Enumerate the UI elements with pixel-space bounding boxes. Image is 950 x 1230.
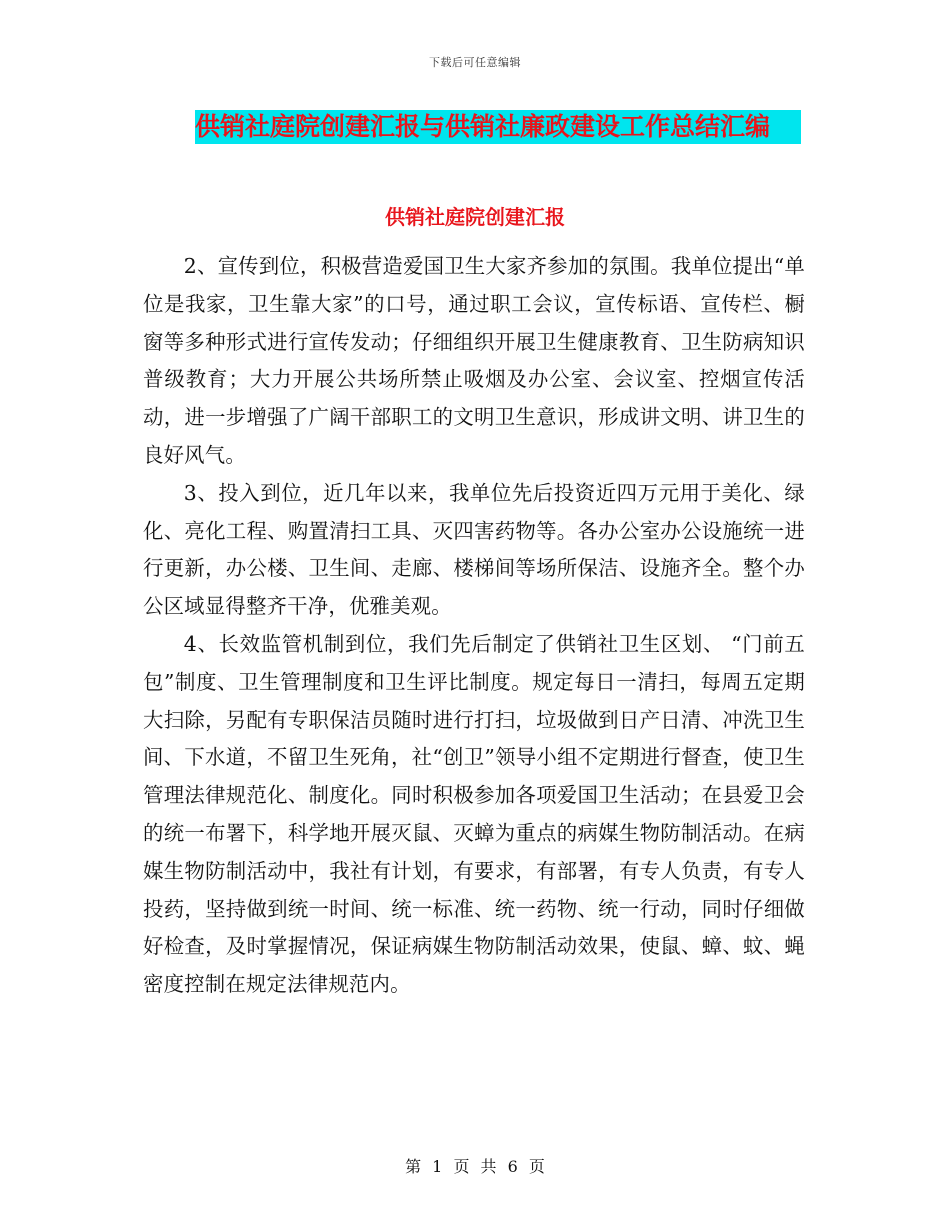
section-title: 供销社庭院创建汇报 xyxy=(385,205,565,229)
document-body xyxy=(143,248,805,1004)
paragraph-3: 3、投入到位，近几年以来，我单位先后投资近四万元用于美化、绿化、亮化工程、购置清扫工具、灭四害药物等。各办公室办公设施统一进行更新，办公楼、卫生间、走廊、楼梯间等场所保洁、设施齐全。整个办公区域显得整齐干净，优雅美观。 xyxy=(143,480,805,619)
paragraph-2: 2、宣传到位，积极营造爱国卫生大家齐参加的氛围。我单位提出“单位是我家，卫生靠大家”的口号，通过职工会议，宣传标语、宣传栏、橱窗等多种形式进行宣传发动；仔细组织开展卫生健康教育、卫生防病知识普级教育；大力开展公共场所禁止吸烟及办公室、会议室、控烟宣传活动，进一步增强了广阔干部职工的文明卫生意识，形成讲文明、讲卫生的良好风气。 xyxy=(143,254,805,467)
paragraph-4: 4、长效监管机制到位，我们先后制定了供销社卫生区划、 “门前五包”制度、卫生管理制度和卫生评比制度。规定每日一清扫，每周五定期大扫除，另配有专职保洁员随时进行打扫，垃圾做到日产日清、冲洗卫生间、下水道，不留卫生死角，社“创卫”领导小组不定期进行督查，使卫生管理法律规范化、制度化。同时积极参加各项爱国卫生活动；在县爱卫会的统一布署下，科学地开展灭鼠、灭蟑为重点的病媒生物防制活动。在病媒生物防制活动中，我社有计划，有要求，有部署，有专人负责，有专人投药，坚持做到统一时间、统一标准、统一药物、统一行动，同时仔细做好检查，及时掌握情况，保证病媒生物防制活动效果，使鼠、蟑、蚊、蝇密度控制在规定法律规范内。 xyxy=(143,631,805,997)
header-note: 下载后可任意编辑 xyxy=(429,56,521,69)
page-number-footer: 第 1 页 共 6 页 xyxy=(405,1157,545,1176)
document-title: 供销社庭院创建汇报与供销社廉政建设工作总结汇编 xyxy=(195,110,801,144)
